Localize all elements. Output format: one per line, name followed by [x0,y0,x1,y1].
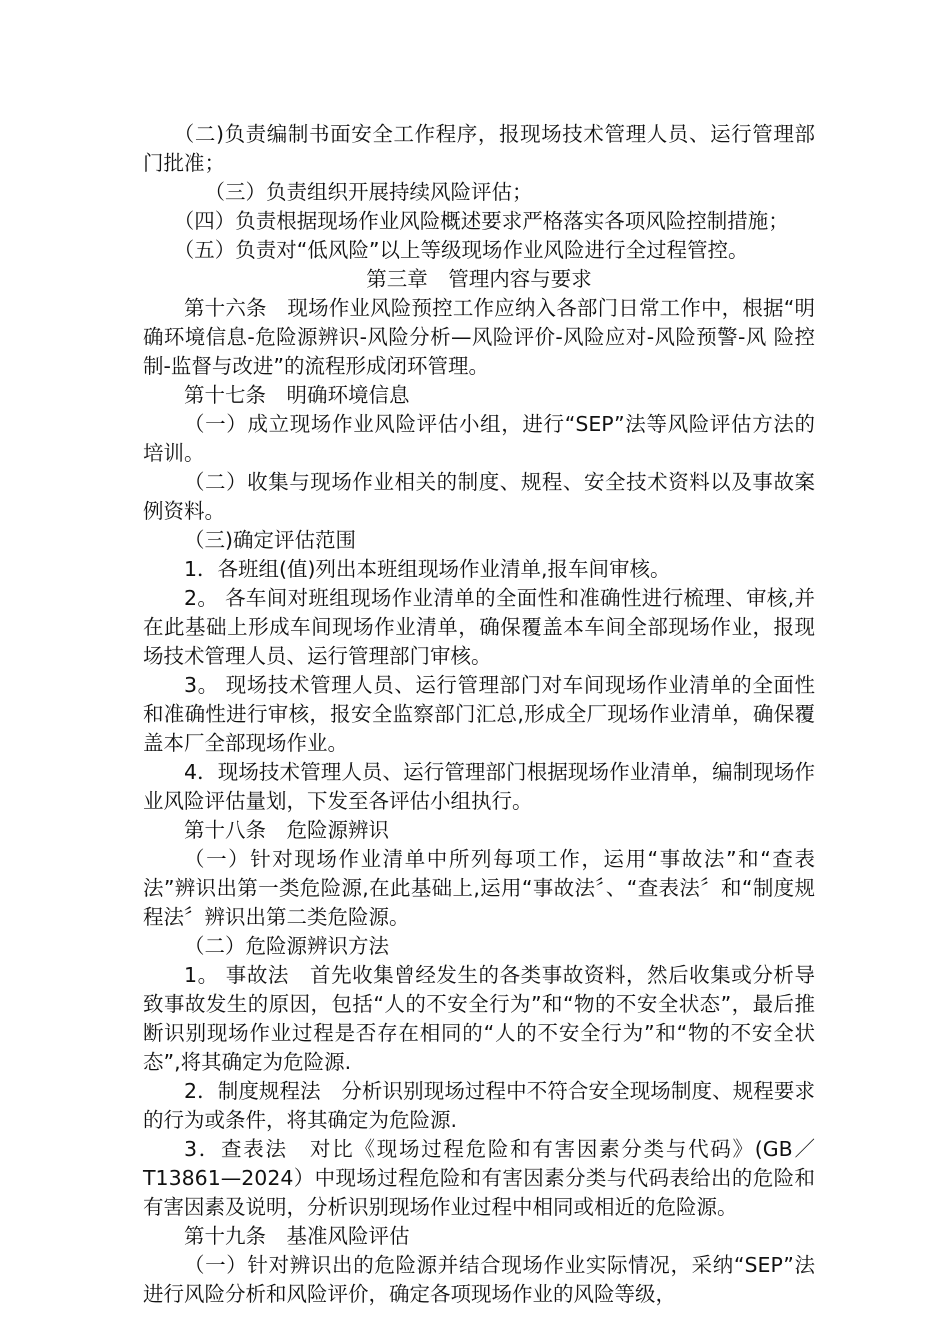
paragraph: （三）负责组织开展持续风险评估； [204,180,533,204]
list-item: 2．制度规程法 分析识别现场过程中不符合安全现场制度、规程要求的行为或条件，将其确定为危险源. [143,1079,815,1132]
document-body [143,120,815,1309]
paragraph: （一）针对辨识出的危险源并结合现场作业实际情况，采纳“SEP”法进行风险分析和风险评价，确定各项现场作业的风险等级， [143,1253,815,1306]
paragraph: （二）危险源辨识方法 [184,934,389,958]
paragraph: （二)负责编制书面安全工作程序，报现场技术管理人员、运行管理部门批准； [143,122,815,175]
list-item: 1．各班组(值)列出本班组现场作业清单,报车间审核。 [184,557,671,581]
paragraph: （一）针对现场作业清单中所列每项工作，运用“事故法”和“查表法”辨识出第一类危险源,在此基础上,运用“事故法〞、“查表法〞和“制度规程法〞辨识出第二类危险源。 [143,847,815,929]
list-item: 4．现场技术管理人员、运行管理部门根据现场作业清单，编制现场作业风险评估量划，下发至各评估小组执行。 [143,760,815,813]
article-heading: 第十七条 明确环境信息 [184,383,410,407]
list-item: 1。 事故法 首先收集曾经发生的各类事故资料，然后收集或分析导致事故发生的原因，包括“人的不安全行为”和“物的不安全状态”，最后推断识别现场作业过程是否存在相同的“人的不安全行为”和“物的不安全状态”,将其确定为危险源. [143,963,815,1074]
paragraph: （五）负责对“低风险”以上等级现场作业风险进行全过程管控。 [173,238,749,262]
paragraph: （三)确定评估范围 [184,528,356,552]
article-paragraph: 第十六条 现场作业风险预控工作应纳入各部门日常工作中，根据“明确环境信息-危险源辨识-风险分析—风险评价-风险应对-风险预警-风 险控制-监督与改进”的流程形成闭环管理。 [143,296,815,378]
paragraph: （二）收集与现场作业相关的制度、规程、安全技术资料以及事故案例资料。 [143,470,815,523]
paragraph: （四）负责根据现场作业风险概述要求严格落实各项风险控制措施； [173,209,789,233]
list-item: 3．查表法 对比《现场过程危险和有害因素分类与代码》(GB／T13861—2024）中现场过程危险和有害因素分类与代码表给出的危险和有害因素及说明，分析识别现场作业过程中相同或相近的危险源。 [143,1137,815,1219]
article-heading: 第十八条 危险源辨识 [184,818,389,842]
chapter-heading: 第三章 管理内容与要求 [366,267,592,291]
article-heading: 第十九条 基准风险评估 [184,1224,410,1248]
list-item: 2。 各车间对班组现场作业清单的全面性和准确性进行梳理、审核,并在此基础上形成车间现场作业清单，确保覆盖本车间全部现场作业，报现场技术管理人员、运行管理部门审核。 [143,586,815,668]
paragraph: （一）成立现场作业风险评估小组，进行“SEP”法等风险评估方法的培训。 [143,412,815,465]
list-item: 3。 现场技术管理人员、运行管理部门对车间现场作业清单的全面性和准确性进行审核，报安全监察部门汇总,形成全厂现场作业清单，确保覆盖本厂全部现场作业。 [143,673,815,755]
